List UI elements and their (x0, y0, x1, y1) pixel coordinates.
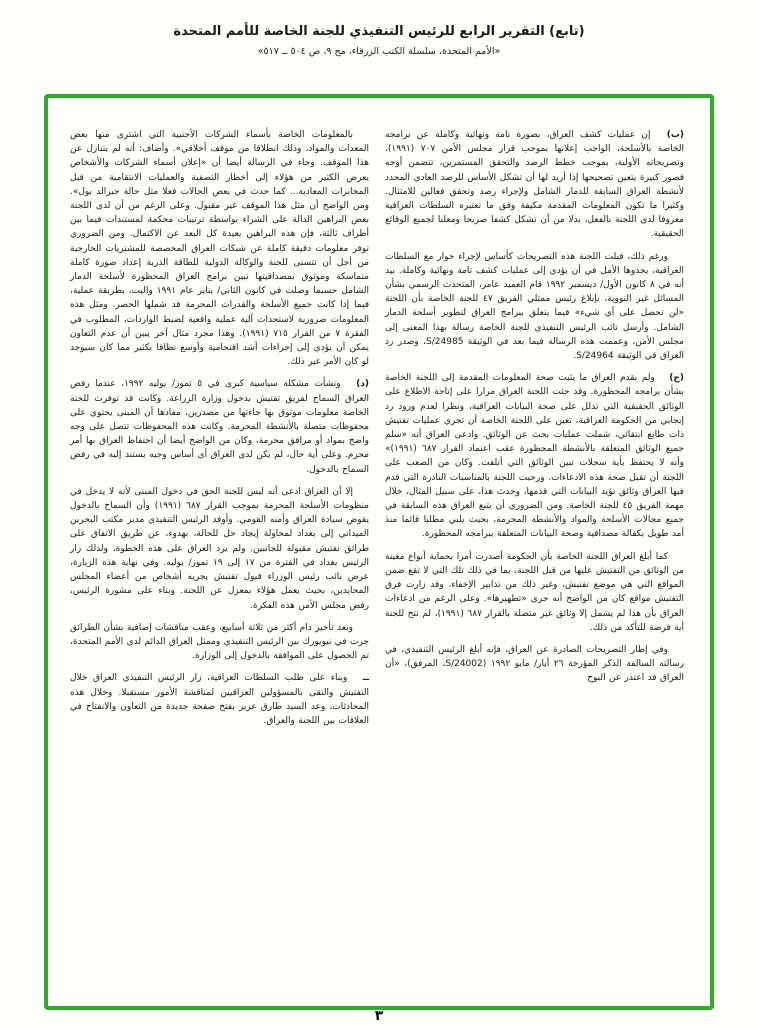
paragraph: (د) ونشأت مشكلة سياسية كبرى في ٥ تموز/ يوليه ١٩٩٢، عندما رفض العراق السماح لفريق تفتيش بدخول وزارة الزراعة. وكانت قد توفرت للجنة الخاصة معلومات موثوق بها جاءتها من مصدرين، مفادها أن المبنى يحتوي على محفوظات متصلة بالأنشطة المحرمة. وكانت هذه المحفوظات تتصل على وجه واضح بمواد أو مرافق محرمة، وكان من الواضح أيضا أن احتفاظ العراق بها أمر محرم. وعلى أية حال، لم يكن لدى العراق أي أساس وجيه يستند إليه في رفض السماح بالدخول. (70, 379, 369, 475)
paragraph: بالمعلومات الخاصة بأسماء الشركات الأجنبية التي اشترى منها بعض المعدات والمواد، وذلك انطلاقا من موقف أخلاقي». وأضاف: أنه لم يتنازل عن هذا الموقف. وجاء في الرسالة أيضا أن «إعلان أسماء الشركات والأشخاص يعرض الكثير من هؤلاء إلى أخطار التصفية والعمليات الانتقامية من قبل المخابرات المعادية... كما حدث في بعض الحالات فعلا مثل حالة جيرالد بول». ومن الواضح أن مثل هذا الموقف غير مقبول. وعلى الرغم من أن لدى اللجنة بعض البراهين الدالة على الشراء بواسطة ترتيبات محكمة لمستندات فيما بين أطراف ثالثة، فإن هذه البراهين بعيدة كل البعد عن الاكتمال. ومن الضروري توفر معلومات دقيقة كاملة عن شبكات العراق المخصصة للمشتريات الخارجية من أجل أن تتسنى للجنة والوكالة الدولية للطاقة الذرية إعداد صورة كاملة متماسكة وموثوق بمصداقيتها تبين برامج العراق المحظورة لأسلحة الدمار الشامل حسبما وصلت في كانون الثاني/ يناير عام ١٩٩١ والبت، بطريقة عملية، فيما إذا كانت جميع الأسلحة والقدرات المحرمة قد شملها الحصر. ومثل هذه المعلومات ضرورية لاستحداث آلية عملية واقعية لضبط الواردات، المطلوب في الفقرة ٧ من القرار ٧١٥ (١٩٩١). وهذا مجرد مثال آخر يبين أن عدم التعاون يمكن أن يؤدي إلى إجراءات أشد اقتحامية وأوسع نطاقا بكثير مما كان سيوجد لو كان الأمر غير ذلك. (70, 130, 369, 368)
paragraph-marker: (د) (356, 379, 369, 390)
paragraph-marker: (ج) (669, 373, 684, 384)
paragraph: إلا أن العراق ادعى أنه ليس للجنة الحق في دخول المبنى لأنه لا يدخل في منظومات الأسلحة المحرمة بموجب القرار ٦٨٧ (١٩٩١) وأن السماح بالدخول يقوض سيادة العراق وأمنه القومي. وأوفد الرئيس التنفيذي مدير مكتب البحرين الميداني إلى بغداد لمحاولة إيجاد حل للحالة، بهدوء، عن طريق الاتفاق على طرائق تفتيش مقبولة للجانبين. ولم يرد العراق على هذه الخطوة، ولذلك زار الرئيس بغداد في الفترة من ١٧ إلى ١٩ تموز/ يوليه. وفي نهاية هذه الزيارة، عرض نائب رئيس الوزراء قبول تفتيش يجريه أشخاص من أعضاء المجلس المحايدين، بحيث يعمل هؤلاء بمعزل عن اللجنة. وبناء على مشورة الرئيس، رفض مجلس الأمن هذه الفكرة. (70, 486, 370, 611)
page-number: ٣ (374, 1008, 384, 1024)
paragraph: كما أبلغ العراق اللجنة الخاصة بأن الحكومة أصدرت أمرا بحماية أنواع معينة من الوثائق من التفتيش عليها من قبل اللجنة، بما في ذلك تلك التي لا تقع ضمن المواقع التي هي موضع تفتيش، وغير ذلك من تدابير الإخفاء. وقد زارت فرق التفتيش مواقع كان من الواضح أنه جرى «تطهيرها». وعلى الرغم من ادعاءات العراق بأن هذا لم يشمل إلا وثائق غير متصلة بالقرار ٦٨٧ (١٩٩١)، لم تتح للجنة أية فرصة للتأكد من ذلك. (385, 551, 684, 633)
paragraph: ورغم ذلك، قبلت اللجنة هذه التصريحات كأساس لإجراء حوار مع السلطات العراقية، يحدوها الأمل في أن يؤدي إلى عمليات كشف تامة ونهائية وكاملة. بيد أنه في ٨ كانون الأول/ ديسمبر ١٩٩٢ قام العميد عامر، المتحدث الرسمي بشأن المسائل غير النووية، بإبلاغ رئيس ممثلي الفريق ٤٧ للجنة الخاصة بأن اللجنة «لن تحصل على أي شيء» فيما يتعلق ببرامج العراق لتطوير أسلحة الدمار الشامل. وأرسل نائب الرئيس التنفيذي للجنة الخاصة رسالة بهذا المعنى إلى مجلس الأمن، وعممت هذه الرسالة فيما بعد في الوثيقة S/24985، وصدر رد العراق في الوثيقة S/24964. (385, 251, 685, 362)
page-header (0, 24, 758, 57)
paragraph-marker: ــ (362, 673, 369, 684)
paragraph: (ج) ولم يقدم العراق ما يثبت صحة المعلومات المقدمة إلى اللجنة الخاصة بشأن برامجه المحظورة. وقد حثت اللجنة العراق مرارا على إتاحة الاطلاع على الوثائق الحقيقية التي تدلل على صحة البيانات العراقية، ونظرا لعدم ورود رد إيجابي من الحكومة العراقية، تعين على اللجنة الخاصة أن تجري عمليات تفتيش ذات طابع انتقائي، شملت عمليات بحث عن الوثائق. وادعى العراق أنه «سلم جميع الوثائق المتعلقة بالأنشطة المحظورة عقب اعتماد القرار ٦٨٧ (١٩٩١)» وأنه لا يحتفظ بأية سجلات تبين الوثائق التي أتلفت. وكان من الصعب على اللجنة أن تقبل صحة هذه الادعاءات. ورحبت اللجنة بالمناسبات النادرة التي قدم فيها العراق وثائق تؤيد البيانات التي قدمها، وحدث هذا، على سبيل المثال، خلال مهمة الفريق ٤٥ للجنة الخاصة. ومن الضروري أن يتبع العراق هذه السابقة في جميع مجالات الأسلحة والمواد والأنشطة المحرمة، بحيث يلبي مطلبا قائما منذ أمد طويل بكفالة مصداقية وصحة البيانات المتعلقة ببرامجه المحظورة. (385, 373, 684, 540)
document-title: (تابع) التقرير الرابع للرئيس التنفيذي للجنة الخاصة للأمم المتحدة (173, 24, 585, 39)
paragraph: وبعد تأخير دام أكثر من ثلاثة أسابيع، وعقب مناقشات إضافية بشأن الطرائق جرت في نيويورك بين الرئيس التنفيذي وممثل العراق الدائم لدى الأمم المتحدة، تم الحصول على الموافقة بالدخول إلى الوزارة. (70, 622, 369, 662)
two-column-layout (70, 128, 684, 988)
column-right (385, 128, 684, 988)
content-frame (44, 94, 714, 1010)
document-subtitle: «الأمم المتحدة، سلسلة الكتب الزرقاء، مج ٩، ص ٥٠٤ ــ ٥١٧» (257, 46, 501, 57)
column-left (70, 128, 369, 988)
paragraph: وفي إطار التصريحات الصادرة عن العراق، فإنه أبلغ الرئيس التنفيذي، في رسالته السالفة الذكر المؤرخة ٢٦ أيار/ مايو ١٩٩٢ (S/24002، المرفق)، «أن العراق قد اعتذر عن البوح (385, 644, 684, 684)
paragraph-marker: (ب) (666, 130, 684, 140)
paragraph: (ب) إن عمليات كشف العراق، بصورة تامة ونهائية وكاملة عن برامجه الخاصة بالأسلحة، الواجب إعلانها بموجب قرار مجلس الأمن ٧٠٧ (١٩٩١)، وتصريحاته الأولية، بموجب خطط الرصد والتحقق المستمرين، تتضمن أوجه قصور كبيرة يتعين تصحيحها إذا أريد لها أن تشكل الأساس للرصد العادي المحدد لأنشطة العراق السابقة للدمار الشامل ولإجراء رصد وتحقق فعالين للامتثال. وكثيرا ما تكون المعلومات المقدمة مكيفة وفق ما تعتبره السلطات العراقية معروفا لدى اللجنة بالفعل، بدلا من أن تشكل كشفا صريحا ومعلنا لجميع الوقائع الحقيقية. (385, 130, 684, 240)
paragraph: ــ وبناء على طلب السلطات العراقية، زار الرئيس التنفيذي العراق خلال التفتيش والتقى بالمسؤولين العراقيين لمناقشة الأمور مستقبلا. وخلال هذه المحادثات، وعد السيد طارق عزيز بفتح صفحة جديدة من التعاون والانفتاح في العلاقات بين اللجنة والعراق. (70, 673, 369, 726)
